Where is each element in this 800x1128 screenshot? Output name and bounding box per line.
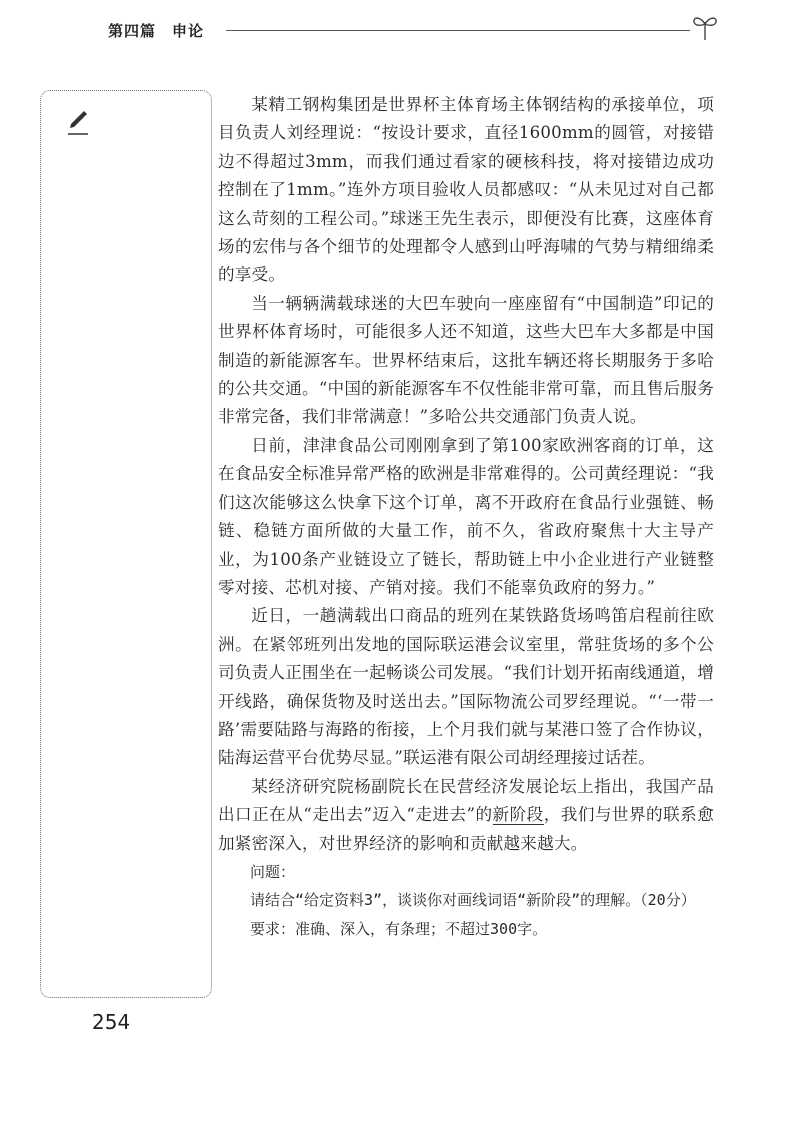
paragraph-1: 某精工钢构集团是世界杯主体育场主体钢结构的承接单位，项目负责人刘经理说：“按设计要求，直径1600mm的圆管，对接错边不得超过3mm，而我们通过看家的硬核科技，将对接错边成功控制在了1mm。”连外方项目验收人员都感叹：“从未见过对自己都这么苛刻的工程公司。”球迷王先生表示，即便没有比赛，这座体育场的宏伟与各个细节的处理都令人感到山呼海啸的气势与精细绵柔的享受。	[218, 95, 714, 285]
paragraph-5-end: ，我们与世界的联系愈加紧密深入，对世界经济的影响和贡献越来越大。	[218, 805, 714, 853]
sprout-icon	[690, 12, 720, 42]
underlined-term: 新阶段	[492, 805, 544, 825]
header-rule	[226, 30, 690, 31]
pen-icon	[66, 108, 90, 138]
question-label: 问题：	[250, 862, 296, 881]
question-requirement: 要求：准确、深入，有条理；不超过300字。	[250, 919, 548, 938]
paragraph-3: 日前，津津食品公司刚刚拿到了第100家欧洲客商的订单，这在食品安全标准异常严格的欧洲是非常难得的。公司黄经理说：“我们这次能够这么快拿下这个订单，离不开政府在食品行业强链、畅链、稳链方面所做的大量工作，前不久，省政府聚焦十大主导产业，为100条产业链设立了链长，帮助链上中小企业进行产业链整零对接、芯机对接、产销对接。我们不能辜负政府的努力。”	[218, 435, 714, 597]
paragraph-4: 近日，一趟满载出口商品的班列在某铁路货场鸣笛启程前往欧洲。在紧邻班列出发地的国际联运港会议室里，常驻货场的多个公司负责人正围坐在一起畅谈公司发展。“我们计划开拓南线通道，增开线路，确保货物及时送出去。”国际物流公司罗经理说。“‘一带一路’需要陆路与海路的衔接，上个月我们就与某港口签了合作协议，陆海运营平台优势尽显。”联运港有限公司胡经理接过话茬。	[218, 606, 714, 768]
question-text: 请结合“给定资料3”，谈谈你对画线词语“新阶段”的理解。（20分）	[250, 891, 696, 910]
page-number: 254	[92, 1010, 131, 1034]
section-title: 第四篇 申论	[108, 22, 205, 40]
document-body	[218, 91, 714, 943]
paragraph-5-start: 某经济研究院杨副院长在民营经济发展论坛上指出，我国产品出口正在从“走出去”迈入“走进去”的	[218, 776, 714, 825]
paragraph-2: 当一辆辆满载球迷的大巴车驶向一座座留有“中国制造”印记的世界杯体育场时，可能很多人还不知道，这些大巴车大多都是中国制造的新能源客车。世界杯结束后，这批车辆还将长期服务于多哈的公共交通。“中国的新能源客车不仅性能非常可靠，而且售后服务非常完备，我们非常满意！”多哈公共交通部门负责人说。	[218, 293, 714, 427]
paragraph-5	[218, 773, 714, 858]
page-header	[108, 18, 720, 50]
notes-margin-box	[40, 90, 212, 998]
